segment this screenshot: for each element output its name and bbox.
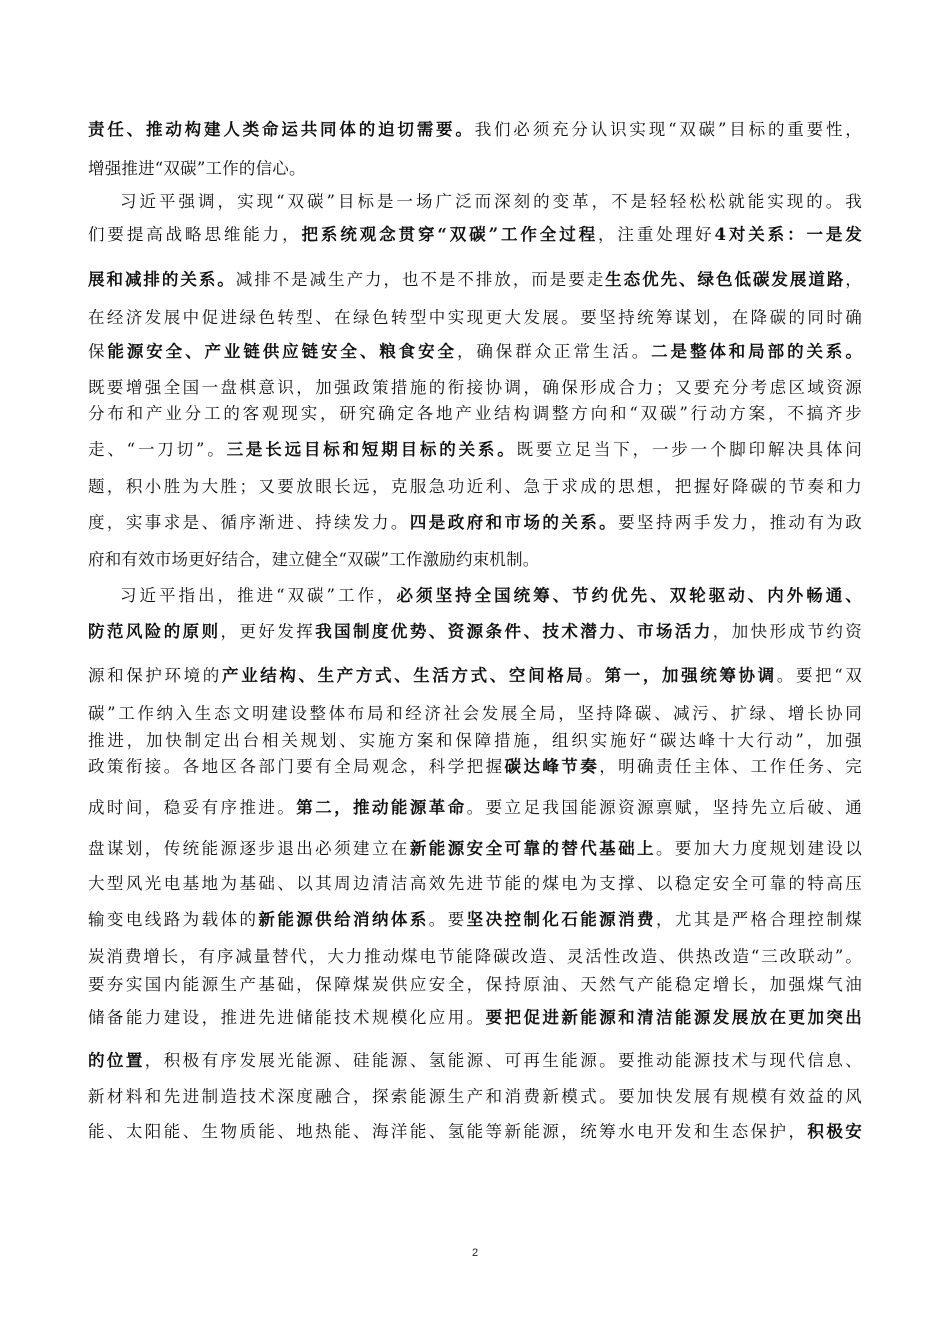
bold-text-segment: 要把促进新能源和清洁能源发展放在更加突出 — [485, 1008, 863, 1027]
text-line — [88, 1006, 862, 1030]
bold-text-segment: 第二，推动能源革命 — [296, 798, 467, 817]
text-segment: 。要加大力度规划建设以 — [655, 839, 863, 858]
text-line — [88, 223, 862, 247]
text-segment: 题，积小胜为大胜；又要放眼长远，克服急功近利、急于求成的思想，把握好降碳的节奏和力 — [88, 477, 862, 496]
text-line — [88, 340, 862, 364]
text-segment: 既要立足当下，一步一个脚印解决具体问 — [516, 440, 862, 459]
bold-text-segment: 二是整体和局部的关系。 — [651, 342, 863, 361]
text-line — [88, 729, 862, 753]
text-segment: 大型风光电基地为基础、以其周边清洁高效先进节能的煤电为支撑、以稳定安全可靠的特高压 — [88, 874, 862, 893]
text-line — [88, 664, 862, 688]
text-segment: 炭消费增长，有序减量替代，大力推动煤电节能降碳改造、灵活性改造、供热改造“三改联动”。 — [88, 947, 862, 966]
text-segment: 盘谋划，传统能源逐步退出必须建立在 — [88, 839, 410, 858]
text-line — [88, 973, 862, 997]
text-segment: 推进，加快制定出台相关规划、实施方案和保障措施，组织实施好“碳达峰十大行动”，加强 — [88, 731, 862, 750]
bold-text-segment: 坚决控制化石能源消费 — [466, 910, 656, 929]
text-segment: ，明确责任主体、工作任务、完 — [599, 757, 863, 776]
text-segment: ，尤其是严格合理控制煤 — [655, 910, 863, 929]
text-line — [88, 1049, 862, 1073]
text-line — [88, 548, 862, 572]
text-segment: ， — [845, 270, 862, 289]
text-segment: 在经济发展中促进绿色转型、在绿色转型中实现更大发展。要坚持统筹谋划，在降碳的同时确 — [88, 308, 862, 327]
bold-text-segment: 4对关系：一是发 — [714, 225, 863, 244]
text-segment: 减排不是减生产力，也不是不排放，而是要走 — [235, 270, 606, 289]
bold-text-segment: 展和减排的关系。 — [88, 270, 236, 289]
bold-text-segment: 新能源安全可靠的替代基础上 — [409, 839, 656, 858]
text-segment: 储备能力建设，推进先进储能技术规模化应用。 — [88, 1008, 486, 1027]
text-segment: 能、太阳能、生物质能、地热能、海洋能、氢能等新能源，统筹水电开发和生态保护， — [88, 1122, 808, 1141]
text-line — [88, 945, 862, 969]
text-line — [88, 268, 862, 292]
text-segment: 分布和产业分工的客观现实，研究确定各地产业结构调整方向和“双碳”行动方案，不搞齐步 — [88, 404, 862, 423]
text-segment: 们要提高战略思维能力， — [88, 225, 302, 244]
text-line — [88, 306, 862, 330]
text-line — [88, 796, 862, 820]
text-segment: 新材料和先进制造技术深度融合，探索能源生产和消费新模式。要加快发展有规模有效益的风 — [88, 1087, 862, 1106]
text-segment: ，更好发挥 — [220, 622, 316, 641]
text-line — [88, 1085, 862, 1109]
text-segment: 源和保护环境的 — [88, 666, 222, 685]
bold-text-segment: 四是政府和市场的关系。 — [409, 513, 619, 532]
text-line — [88, 755, 862, 779]
text-segment: 度，实事求是、循序渐进、持续发力。 — [88, 513, 410, 532]
text-segment: 习近平强调，实现“双碳”目标是一场广泛而深刻的变革，不是轻轻松松就能实现的。我 — [120, 192, 862, 211]
bold-text-segment: 新能源供给消纳体系 — [258, 910, 429, 929]
text-line — [88, 118, 862, 142]
text-line — [88, 702, 862, 726]
bold-text-segment: 把系统观念贯穿“双碳”工作全过程 — [301, 225, 599, 244]
text-segment: 保 — [88, 342, 108, 361]
text-segment: ，加快形成节约资 — [712, 622, 863, 641]
text-line — [88, 402, 862, 426]
text-segment: ，注重处理好 — [598, 225, 715, 244]
bold-text-segment: 第一，加强统筹协调 — [604, 666, 777, 685]
text-line — [120, 584, 862, 608]
text-segment: 增强推进“双碳”工作的信心。 — [88, 159, 306, 178]
text-line — [120, 190, 862, 214]
text-segment: ，积极有序发展光能源、硅能源、氢能源、可再生能源。要推动能源技术与现代信息、 — [144, 1051, 862, 1070]
text-line — [88, 438, 862, 462]
text-segment: 习近平指出，推进“双碳”工作， — [120, 586, 397, 605]
text-line — [88, 376, 862, 400]
text-line — [88, 908, 862, 932]
text-line — [88, 475, 862, 499]
bold-text-segment: 防范风险的原则 — [88, 622, 221, 641]
text-line — [88, 157, 862, 181]
text-line — [88, 511, 862, 535]
bold-text-segment: 我国制度优势、资源条件、技术潜力、市场活力 — [315, 622, 713, 641]
bold-text-segment: 生态优先、绿色低碳发展道路 — [605, 270, 846, 289]
bold-text-segment: 碳达峰节奏 — [504, 757, 600, 776]
text-line — [88, 1120, 862, 1144]
bold-text-segment: 必须坚持全国统筹、节约优先、双轮驱动、内外畅通、 — [396, 586, 862, 605]
text-segment: 要夯实国内能源生产基础，保障煤炭供应安全，保持原油、天然气产能稳定增长，加强煤气油 — [88, 975, 862, 994]
text-segment: 既要增强全国一盘棋意识，加强政策措施的衔接协调，确保形成合力；又要充分考虑区域资源 — [88, 378, 862, 397]
text-segment: 。 — [585, 666, 605, 685]
text-segment: 府和有效市场更好结合，建立健全“双碳”工作激励约束机制。 — [88, 550, 540, 569]
text-segment: 要坚持两手发力，推动有为政 — [618, 513, 863, 532]
text-line — [88, 620, 862, 644]
bold-text-segment: 积极安 — [807, 1122, 862, 1141]
bold-text-segment: 产业结构、生产方式、生活方式、空间格局 — [221, 666, 586, 685]
text-segment: 我们必须充分认识实现“双碳”目标的重要性， — [474, 120, 863, 139]
text-segment: 成时间，稳妥有序推进。 — [88, 798, 297, 817]
bold-text-segment: 的位置 — [88, 1051, 145, 1070]
text-segment: 。要把“双 — [776, 666, 862, 685]
page-number: 2 — [471, 1247, 479, 1259]
bold-text-segment: 能源安全、产业链供应链安全、粮食安全 — [107, 342, 457, 361]
text-segment: 。要立足我国能源资源禀赋，坚持先立后破、通 — [466, 798, 862, 817]
bold-text-segment: 责任、推动构建人类命运共同体的迫切需要。 — [88, 120, 475, 139]
text-segment: ，确保群众正常生活。 — [456, 342, 652, 361]
bold-text-segment: 三是长远目标和短期目标的关系。 — [226, 440, 517, 459]
text-segment: 走、“一刀切”。 — [88, 440, 227, 459]
text-segment: 碳”工作纳入生态文明建设整体布局和经济社会发展全局，坚持降碳、减污、扩绿、增长协同 — [88, 704, 862, 723]
text-segment: 政策衔接。各地区各部门要有全局观念，科学把握 — [88, 757, 505, 776]
text-line — [88, 837, 862, 861]
text-segment: 输变电线路为载体的 — [88, 910, 259, 929]
text-segment: 。要 — [428, 910, 467, 929]
text-line — [88, 872, 862, 896]
